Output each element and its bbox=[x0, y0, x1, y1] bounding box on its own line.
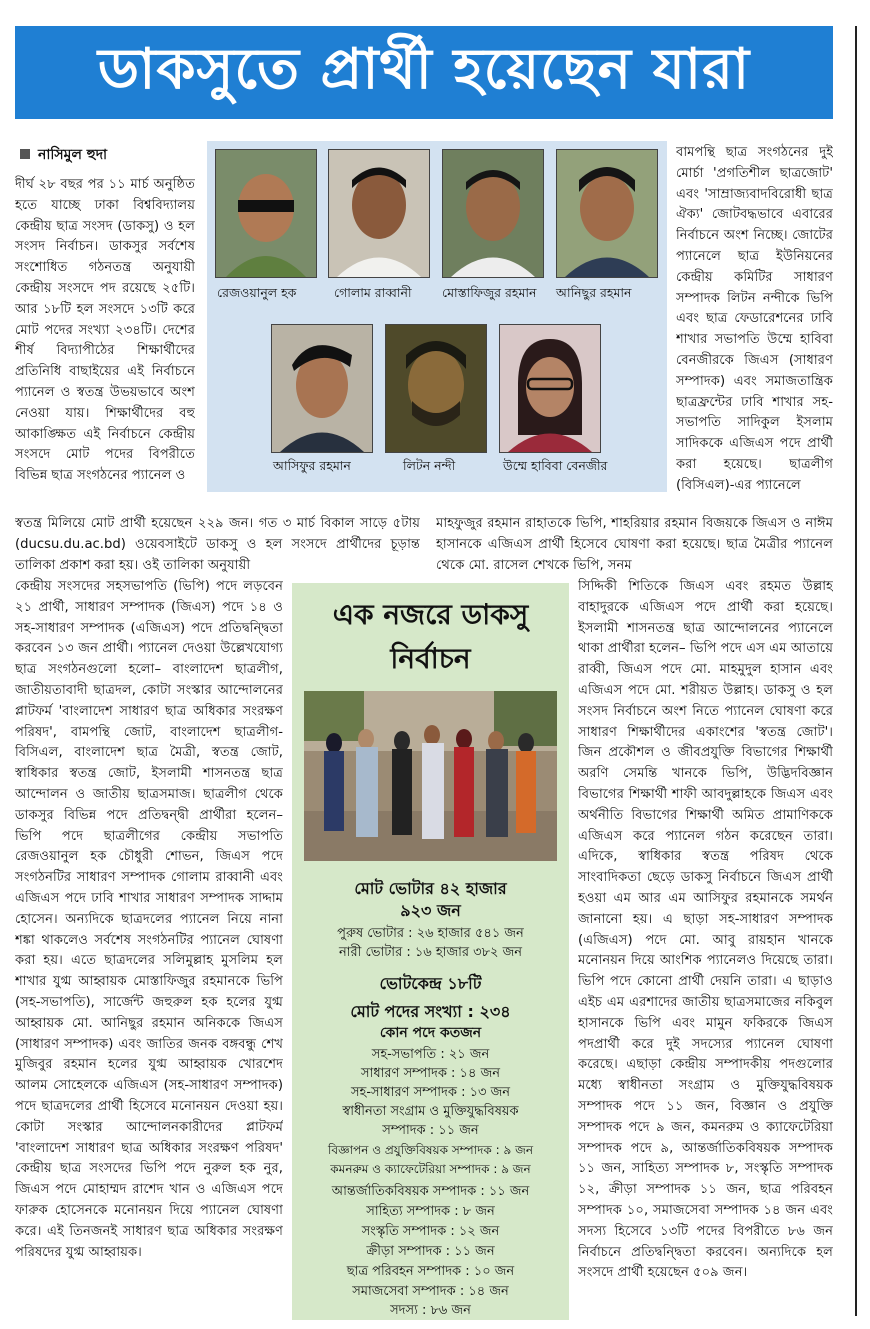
total-posts: মোট পদের সংখ্যা : ২৩৪ bbox=[350, 1002, 511, 1021]
article-paragraph: মাহফুজুর রহমান রাহাতকে ভিপি, শাহরিয়ার রহমান বিজয়কে জিএস ও নাঈম হাসানকে এজিএস প্রার্থী হিসেবে ঘোষণা করা হয়েছে। ছাত্র মৈত্রীর প্যানেল থেকে মো. রাসেল শেখকে ভিপি, সনম bbox=[436, 516, 833, 573]
post-count-row: ছাত্র পরিবহন সম্পাদক : ১০ জন bbox=[346, 1264, 515, 1279]
portrait-image bbox=[329, 150, 429, 277]
post-count-row: স্বাধীনতা সংগ্রাম ও মুক্তিযুদ্ধবিষয়ক bbox=[342, 1104, 519, 1119]
post-count-row: কমনরুম ও ক্যাফেটেরিয়া সম্পাদক : ৯ জন bbox=[330, 1162, 531, 1176]
post-count-row: সাধারণ সম্পাদক : ১৪ জন bbox=[361, 1066, 500, 1081]
candidate-photo bbox=[271, 324, 373, 453]
post-count-row: সম্পাদক : ১১ জন bbox=[382, 1123, 479, 1138]
page-headline: ডাকসুতে প্রার্থী হয়েছেন যারা bbox=[15, 26, 833, 119]
article-col1-lower bbox=[15, 577, 283, 1317]
article-paragraph: স্বতন্ত্র মিলিয়ে মোট প্রার্থী হয়েছেন ২২৯ জন। গত ৩ মার্চ বিকাল সাড়ে ৫টায় (ducsu.du.ac.bd) ওয়েবসাইটে ডাকসু ও হল সংসদে প্রার্থীদের চূড়ান্ত তালিকা প্রকাশ করা হয়। ওই তালিকা অনুযায়ী bbox=[15, 516, 420, 573]
column-rule bbox=[855, 26, 857, 1316]
article-col4-top bbox=[676, 143, 833, 515]
female-voters: নারী ভোটার : ১৬ হাজার ৩৮২ জন bbox=[338, 945, 523, 960]
article-col4-lower bbox=[578, 577, 833, 1317]
info-box-title-line: এক নজরে ডাকসু bbox=[332, 598, 529, 631]
bullet-square-icon bbox=[20, 149, 30, 159]
candidate-photo bbox=[442, 149, 544, 278]
portrait-image bbox=[500, 325, 600, 452]
crowd-image bbox=[304, 691, 557, 861]
total-voters: মোট ভোটার ৪২ হাজার bbox=[354, 879, 507, 898]
portrait-image bbox=[216, 150, 316, 277]
post-count-row: সহ-সাধারণ সম্পাদক : ১৩ জন bbox=[350, 1085, 511, 1100]
post-count-row: সংস্কৃতি সম্পাদক : ১২ জন bbox=[361, 1224, 500, 1239]
photo-caption: গোলাম রাব্বানী bbox=[334, 285, 412, 300]
info-box-title bbox=[292, 593, 569, 681]
post-count-row: বিজ্ঞাপন ও প্রযুক্তিবিষয়ক সম্পাদক : ৯ জন bbox=[328, 1143, 533, 1157]
byline-author: নাসিমুল হুদা bbox=[38, 147, 108, 163]
article-paragraph: বামপন্থি ছাত্র সংগঠনের দুই মোর্চা 'প্রগতিশীল ছাত্রজোট' এবং 'সাম্রাজ্যবাদবিরোধী ছাত্র ঐক্য' জোটবদ্ধভাবে এবারের নির্বাচনে অংশ নিচ্ছে। জোটের প্যানেলে ছাত্র ইউনিয়নের কেন্দ্রীয় কমিটির সাধারণ সম্পাদক লিটন নন্দীকে ভিপি এবং ছাত্র ফেডারেশনের ঢাবি শাখার সভাপতি উম্মে হাবিবা বেনজীরকে জিএস (সাধারণ সম্পাদক) এবং সমাজতান্ত্রিক ছাত্রফ্রন্টের ঢাবি শাখার সহ-সভাপতি সাদিকুল ইসলাম সাদিককে এজিএস পদে প্রার্থী করা হয়েছে। ছাত্রলীগ (বিসিএল)-এর প্যানেলে bbox=[676, 145, 833, 493]
candidate-photo-panel bbox=[207, 141, 667, 492]
photo-caption: রেজওয়ানুল হক bbox=[217, 285, 297, 300]
portrait-image bbox=[386, 325, 486, 452]
photo-caption: আনিছুর রহমান bbox=[556, 285, 632, 300]
post-count-row: সদস্য : ৮৬ জন bbox=[390, 1303, 471, 1318]
portrait-image bbox=[443, 150, 543, 277]
candidate-photo bbox=[385, 324, 487, 453]
total-voters-count: ৯২৩ জন bbox=[400, 901, 461, 920]
byline bbox=[20, 143, 107, 167]
polling-centers: ভোটকেন্দ্র ১৮টি bbox=[379, 974, 482, 993]
candidate-photo bbox=[215, 149, 317, 278]
photo-caption: লিটন নন্দী bbox=[403, 458, 456, 473]
post-count-row: সাহিত্য সম্পাদক : ৮ জন bbox=[366, 1204, 495, 1219]
post-count-row: ক্রীড়া সম্পাদক : ১১ জন bbox=[366, 1244, 495, 1259]
portrait-image bbox=[557, 150, 657, 277]
posts-heading: কোন পদে কতজন bbox=[379, 1025, 482, 1041]
article-wide-left bbox=[15, 514, 420, 577]
portrait-image bbox=[272, 325, 372, 452]
info-box bbox=[292, 583, 569, 1320]
photo-caption: আসিফুর রহমান bbox=[273, 458, 351, 473]
candidate-photo bbox=[499, 324, 601, 453]
post-count-row: সমাজসেবা সম্পাদক : ১৪ জন bbox=[352, 1284, 509, 1299]
candidate-photo bbox=[328, 149, 430, 278]
article-col1-top bbox=[15, 175, 195, 507]
post-count-row: আন্তর্জাতিকবিষয়ক সম্পাদক : ১১ জন bbox=[331, 1184, 530, 1199]
photo-caption: মোস্তাফিজুর রহমান bbox=[442, 285, 537, 300]
article-paragraph: দীর্ঘ ২৮ বছর পর ১১ মার্চ অনুষ্ঠিত হতে যাচ্ছে ঢাকা বিশ্ববিদ্যালয় কেন্দ্রীয় ছাত্র সংসদ (ডাকসু) ও হল সংসদ নির্বাচন। ডাকসুর সর্বশেষ সংশোধিত গঠনতন্ত্র অনুযায়ী কেন্দ্রীয় সংসদে পদ রয়েছে ২৫টি। আর ১৮টি হল সংসদে ১৩টি করে মোট পদের সংখ্যা ২৩৪টি। দেশের শীর্ষ বিদ্যাপীঠের শিক্ষার্থীদের প্রতিনিধি বাছাইয়ের এই নির্বাচনে প্যানেল ও স্বতন্ত্র উভয়ভাবে অংশ নেওয়া যায়। শিক্ষার্থীদের বহু আকাঙ্ক্ষিত এই নির্বাচনে কেন্দ্রীয় সংসদে মোট পদের বিপরীতে বিভিন্ন ছাত্র সংগঠনের প্যানেল ও bbox=[15, 177, 195, 484]
article-paragraph: কেন্দ্রীয় সংসদের সহসভাপতি (ভিপি) পদে লড়বেন ২১ প্রার্থী, সাধারণ সম্পাদক (জিএস) পদে ১৪ ও সহ-সাধারণ সম্পাদক (এজিএস) পদে প্রতিদ্বন্দ্বিতা করবেন ১৩ জন প্রার্থী। প্যানেল দেওয়া উল্লেখযোগ্য ছাত্র সংগঠনগুলো হলো– বাংলাদেশ ছাত্রলীগ, জাতীয়তাবাদী ছাত্রদল, কোটা সংস্কার আন্দোলনের প্লাটফর্ম 'বাংলাদেশ সাধারণ ছাত্র অধিকার সংরক্ষণ পরিষদ', বামপন্থি জোট, বাংলাদেশ ছাত্রলীগ-বিসিএল, বাংলাদেশ ছাত্র মৈত্রী, স্বতন্ত্র জোট, স্বাধিকার স্বতন্ত্র জোট, ইসলামী শাসনতন্ত্র ছাত্র আন্দোলন ও জাতীয় ছাত্রসমাজ। ছাত্রলীগ থেকে ডাকসুর বিভিন্ন পদে প্রতিদ্বন্দ্বী প্রার্থীরা হলেন– ভিপি পদে ছাত্রলীগের কেন্দ্রীয় সভাপতি রেজওয়ানুল হক চৌধুরী শোভন, জিএস পদে সংগঠনটির সাধারণ সম্পাদক গোলাম রাব্বানী এবং এজিএস পদে ঢাবি শাখার সাধারণ সম্পাদক সাদ্দাম হোসেন। অন্যদিকে ছাত্রদলের প্যানেল নিয়ে নানা শঙ্কা থাকলেও সর্বশেষ সংগঠনটির প্যানেল ঘোষণা করা হয়। এতে ছাত্রদলের সলিমুল্লাহ মুসলিম হল শাখার যুগ্ম আহ্বায়ক মোস্তাফিজুর রহমানকে ভিপি (সহ-সভাপতি), সার্জেন্ট জহুরুল হক হলের যুগ্ম আহ্বায়ক মো. আনিছুর রহমান অনিককে জিএস (সাধারণ সম্পাদক) এবং জাতির জনক বঙ্গবন্ধু শেখ মুজিবুর রহমান হলের যুগ্ম আহ্বায়ক খোরশেদ আলম সোহেলকে এজিএস (সহ-সাধারণ সম্পাদক) পদে ছাত্রদলের প্রার্থী হিসেবে মনোনয়ন দেওয়া হয়। কোটা সংস্কার আন্দোলনকারীদের প্লাটফর্ম 'বাংলাদেশ সাধারণ ছাত্র অধিকার সংরক্ষণ পরিষদ' কেন্দ্রীয় ছাত্র সংসদের ভিপি পদে নুরুল হক নুর, জিএস পদে মোহাম্মদ রাশেদ খান ও এজিএস পদে ফারুক হোসেনকে মনোনয়ন দিয়ে প্যানেল ঘোষণা করে। এই তিনজনই সাধারণ ছাত্র অধিকার সংরক্ষণ পরিষদের যুগ্ম আহ্বায়ক। bbox=[15, 579, 283, 1260]
post-count-row: সহ-সভাপতি : ২১ জন bbox=[371, 1047, 490, 1062]
campus-crowd-photo bbox=[304, 691, 557, 861]
info-box-title-line: নির্বাচন bbox=[390, 642, 471, 675]
candidate-photo bbox=[556, 149, 658, 278]
article-paragraph: সিদ্দিকী শিতিকে জিএস এবং রহমত উল্লাহ বাহাদুরকে এজিএস পদে প্রার্থী করা হয়েছে। ইসলামী শাসনতন্ত্র ছাত্র আন্দোলনের প্যানেলে থাকা প্রার্থীরা হলেন– ভিপি পদে এস এম আতায়ে রাব্বী, জিএস পদে মো. মাহমুদুল হাসান এবং এজিএস পদে মো. শরীয়ত উল্লাহ। ডাকসু ও হল সংসদ নির্বাচনে অংশ নিতে প্যানেল ঘোষণা করে সাধারণ শিক্ষার্থীদের একাংশের 'স্বতন্ত্র জোট'। জিন প্রকৌশল ও জীবপ্রযুক্তি বিভাগের শিক্ষার্থী অরণি সেমন্তি খানকে ভিপি, উদ্ভিদবিজ্ঞান বিভাগের শিক্ষার্থী শাফী আবদুল্লাহকে জিএস এবং অর্থনীতি বিভাগের শিক্ষার্থী অমিত প্রামাণিককে এজিএস করে প্যানেল গঠন করেছেন তারা। এদিকে, স্বাধিকার স্বতন্ত্র পরিষদ থেকে সাংবাদিকতা ছেড়ে ডাকসু নির্বাচনে জিএস প্রার্থী হওয়া এম আর এম আসিফুর রহমানকে সমর্থন জানানো হয়। এ ছাড়া সহ-সাধারণ সম্পাদক (এজিএস) পদে মো. আবু রায়হান খানকে মনোনয়ন দিয়ে আংশিক প্যানেলও দিয়েছে তারা। ভিপি পদে কোনো প্রার্থী দেয়নি তারা। এ ছাড়াও এইচ এম এরশাদের জাতীয় ছাত্রসমাজের নকিবুল হাসানকে ভিপি এবং মামুন ফকিরকে জিএস পদপ্রার্থী করে দুই সদস্যের প্যানেল ঘোষণা করেছে। এছাড়া কেন্দ্রীয় সম্পাদকীয় পদগুলোর মধ্যে স্বাধীনতা সংগ্রাম ও মুক্তিযুদ্ধবিষয়ক সম্পাদক পদে ১১ জন, বিজ্ঞান ও প্রযুক্তি সম্পাদক পদে ৯ জন, কমনরুম ও ক্যাফেটেরিয়া সম্পাদক পদে ৯, আন্তর্জাতিকবিষয়ক সম্পাদক ১১ জন, সাহিত্য সম্পাদক ৮, সংস্কৃতি সম্পাদক ১২, ক্রীড়া সম্পাদক ১১ জন, ছাত্র পরিবহন সম্পাদক ১০, সমাজসেবা সম্পাদক ১৪ জন এবং সদস্য হিসেবে ১৩টি পদের বিপরীতে ৮৬ জন নির্বাচনে প্রতিদ্বন্দ্বিতা করবেন। অন্যদিকে হল সংসদে প্রার্থী হয়েছেন ৫০৯ জন। bbox=[578, 579, 833, 1281]
article-wide-right bbox=[436, 514, 833, 577]
photo-caption: উম্মে হাবিবা বেনজীর bbox=[503, 458, 608, 473]
male-voters: পুরুষ ভোটার : ২৬ হাজার ৫৪১ জন bbox=[337, 926, 524, 941]
